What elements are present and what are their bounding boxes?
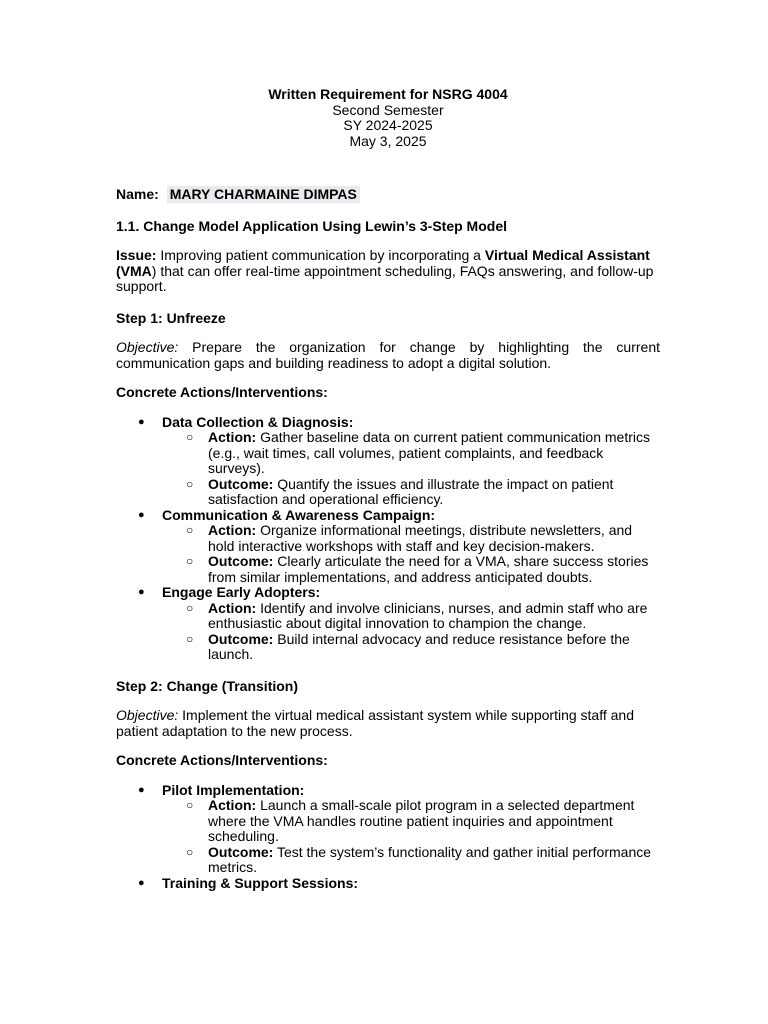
- sub-list-item-outcome: [116, 554, 660, 585]
- outcome-label: Outcome:: [208, 553, 274, 569]
- sub-list-item-outcome: [116, 845, 660, 876]
- sub-list-item-action: [116, 601, 660, 632]
- step1-objective: [116, 340, 660, 371]
- step2-heading: Step 2: Change (Transition): [116, 677, 299, 694]
- outcome-text: Build internal advocacy and reduce resistance before the launch.: [208, 630, 630, 662]
- name-value: MARY CHARMAINE DIMPAS: [167, 186, 360, 203]
- issue-paragraph: [116, 248, 660, 295]
- issue-vma-bold: Virtual Medical Assistant (VMA: [116, 247, 650, 279]
- list-item-title: Engage Early Adopters:: [162, 584, 321, 600]
- bullet-icon: ●: [138, 783, 145, 796]
- action-label: Action:: [208, 522, 257, 538]
- step1-heading: Step 1: Unfreeze: [116, 309, 226, 326]
- issue-text-1: Improving patient communication by incorporating a: [156, 247, 485, 263]
- sub-list-item-action: [116, 523, 660, 554]
- circle-bullet-icon: ○: [186, 430, 194, 444]
- list-item: [116, 876, 660, 892]
- circle-bullet-icon: ○: [186, 554, 194, 568]
- semester-line: Second Semester: [332, 101, 444, 118]
- date-line: May 3, 2025: [349, 132, 427, 149]
- circle-bullet-icon: ○: [186, 631, 194, 646]
- outcome-label: Outcome:: [208, 843, 274, 860]
- list-item: [116, 508, 660, 586]
- school-year-line: SY 2024-2025: [343, 117, 433, 133]
- name-row: [116, 187, 660, 203]
- circle-bullet-icon: ○: [186, 844, 194, 859]
- list-item: [116, 415, 660, 508]
- step2-actions-list: [116, 783, 660, 892]
- circle-bullet-icon: ○: [186, 476, 194, 491]
- document-header: [116, 87, 660, 149]
- bullet-icon: ●: [138, 586, 145, 598]
- outcome-label: Outcome:: [208, 475, 274, 492]
- step1-actions-heading: Concrete Actions/Interventions:: [116, 384, 328, 400]
- step1-actions-list: [116, 415, 660, 663]
- issue-text-2: ) that can offer real-time appointment scheduling, FAQs answering, and follow-up support.: [116, 262, 654, 294]
- name-label: Name:: [116, 186, 159, 202]
- step2-objective: [116, 708, 660, 739]
- step2-actions-heading: Concrete Actions/Interventions:: [116, 752, 328, 768]
- circle-bullet-icon: ○: [186, 798, 194, 812]
- action-text: Launch a small-scale pilot program in a selected department where the VMA handles routine patient inquiries and appointment scheduling.: [208, 797, 635, 844]
- list-item: [116, 783, 660, 876]
- circle-bullet-icon: ○: [186, 600, 194, 615]
- sub-list: [162, 798, 660, 876]
- outcome-label: Outcome:: [208, 630, 274, 647]
- list-item-title: Data Collection & Diagnosis:: [162, 413, 354, 430]
- sub-list-item-action: [116, 430, 660, 477]
- bullet-icon: ●: [138, 415, 145, 428]
- sub-list: [162, 523, 660, 585]
- sub-list-item-action: [116, 798, 660, 845]
- outcome-text: Quantify the issues and illustrate the impact on patient satisfaction and operational efficiency.: [208, 475, 614, 507]
- step2-objective-label: Objective:: [116, 707, 179, 723]
- outcome-text: Clearly articulate the need for a VMA, share success stories from similar implementations, and address anticipated doubts.: [208, 553, 649, 585]
- bullet-icon: ●: [138, 508, 145, 521]
- list-item: [116, 585, 660, 663]
- sub-list-item-outcome: [116, 632, 660, 663]
- circle-bullet-icon: ○: [186, 523, 194, 537]
- section-title: 1.1. Change Model Application Using Lewin’s 3-Step Model: [116, 217, 508, 234]
- document-body: [116, 87, 660, 891]
- action-text: Organize informational meetings, distribute newsletters, and hold interactive workshops with staff and key decision-makers.: [208, 522, 633, 554]
- action-label: Action:: [208, 599, 257, 616]
- action-label: Action:: [208, 429, 257, 445]
- issue-label: Issue:: [116, 247, 157, 263]
- document-title: Written Requirement for NSRG 4004: [268, 86, 508, 102]
- step2-objective-text: Implement the virtual medical assistant system while supporting staff and patient adaptation to the new process.: [116, 707, 634, 739]
- action-text: Identify and involve clinicians, nurses, and admin staff who are enthusiastic about digital innovation to champion the change.: [208, 599, 648, 631]
- step1-objective-text: Prepare the organization for change by highlighting the current communication gaps and building readiness to adopt a digital solution.: [116, 339, 660, 371]
- bullet-icon: ●: [138, 876, 145, 889]
- action-text: Gather baseline data on current patient communication metrics (e.g., wait times, call volumes, patient complaints, and feedback surveys).: [208, 429, 650, 476]
- list-item-title: Pilot Implementation:: [162, 781, 305, 798]
- sub-list-item-outcome: [116, 477, 660, 508]
- sub-list: [162, 601, 660, 663]
- list-item-title: Communication & Awareness Campaign:: [162, 506, 436, 523]
- sub-list: [162, 430, 660, 508]
- list-item-title: Training & Support Sessions:: [162, 874, 359, 891]
- outcome-text: Test the system’s functionality and gather initial performance metrics.: [208, 843, 652, 875]
- action-label: Action:: [208, 797, 257, 813]
- step1-objective-label: Objective:: [116, 339, 179, 355]
